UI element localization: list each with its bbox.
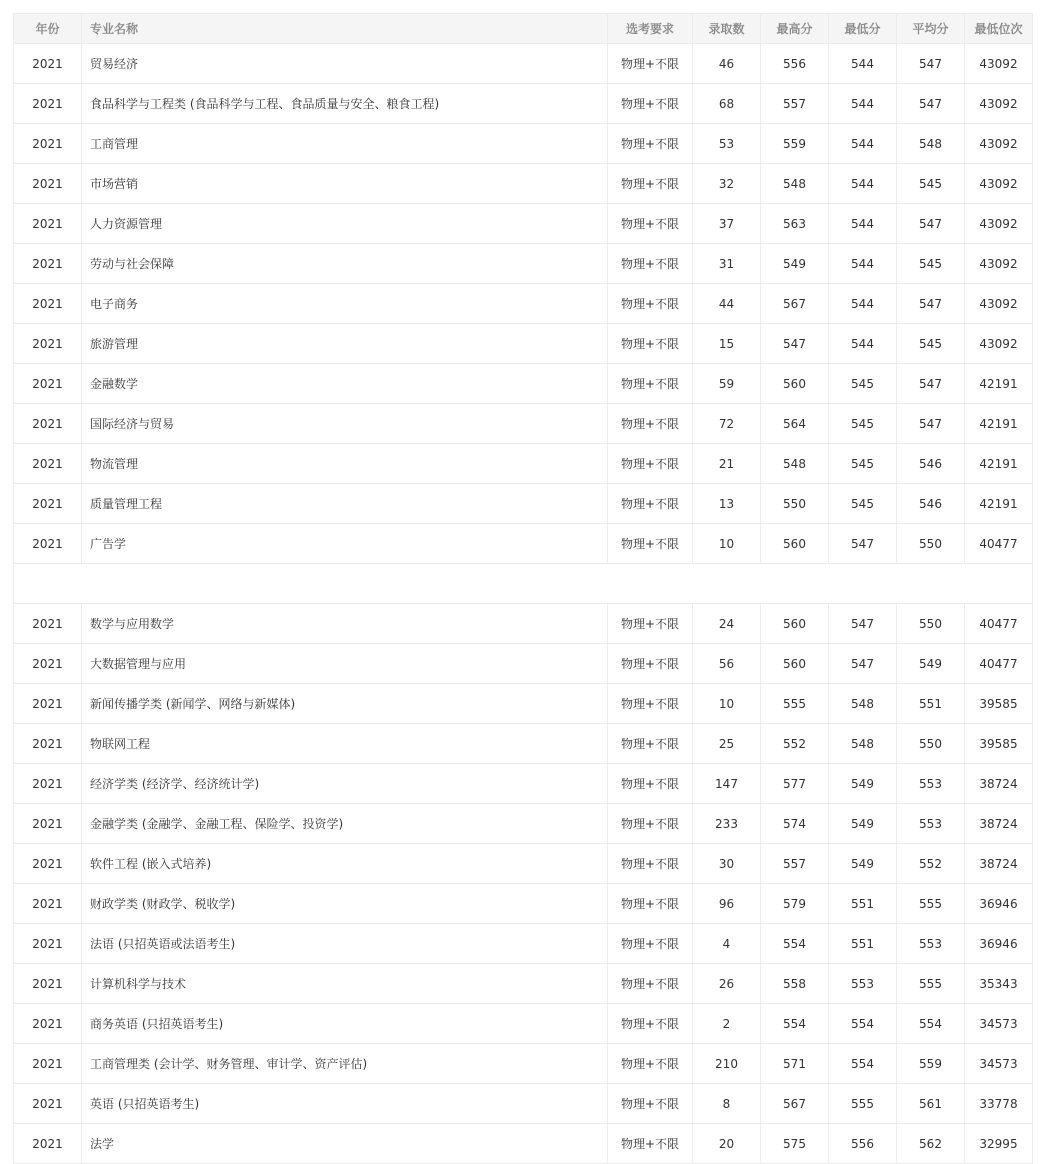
table-row: [14, 484, 1033, 524]
cell-year: 2021: [14, 444, 82, 484]
cell-major: 商务英语 (只招英语考生): [82, 1004, 608, 1044]
cell-requirement: 物理+不限: [608, 884, 693, 924]
cell-year: 2021: [14, 244, 82, 284]
cell-admitted: 68: [693, 84, 761, 124]
cell-requirement: 物理+不限: [608, 844, 693, 884]
cell-min-rank: 34573: [965, 1004, 1033, 1044]
cell-avg-score: 552: [897, 844, 965, 884]
cell-min-score: 553: [829, 964, 897, 1004]
cell-max-score: 567: [761, 1084, 829, 1124]
table-header: [14, 14, 1033, 44]
cell-max-score: 563: [761, 204, 829, 244]
cell-major: 金融数学: [82, 364, 608, 404]
cell-max-score: 558: [761, 964, 829, 1004]
cell-requirement: 物理+不限: [608, 484, 693, 524]
table-row: [14, 84, 1033, 124]
cell-admitted: 233: [693, 804, 761, 844]
header-max-score: 最高分: [761, 14, 829, 44]
cell-max-score: 575: [761, 1124, 829, 1164]
cell-major: 食品科学与工程类 (食品科学与工程、食品质量与安全、粮食工程): [82, 84, 608, 124]
header-avg-score: 平均分: [897, 14, 965, 44]
cell-max-score: 554: [761, 924, 829, 964]
cell-max-score: 550: [761, 484, 829, 524]
cell-year: 2021: [14, 1044, 82, 1084]
cell-max-score: 554: [761, 1004, 829, 1044]
table-row: [14, 764, 1033, 804]
cell-min-score: 544: [829, 84, 897, 124]
table-row: [14, 444, 1033, 484]
cell-avg-score: 553: [897, 804, 965, 844]
cell-admitted: 2: [693, 1004, 761, 1044]
cell-year: 2021: [14, 804, 82, 844]
table-row: [14, 644, 1033, 684]
cell-year: 2021: [14, 524, 82, 564]
cell-year: 2021: [14, 404, 82, 444]
cell-min-rank: 36946: [965, 924, 1033, 964]
cell-min-score: 555: [829, 1084, 897, 1124]
cell-avg-score: 554: [897, 1004, 965, 1044]
cell-min-rank: 43092: [965, 124, 1033, 164]
cell-min-score: 544: [829, 284, 897, 324]
cell-min-rank: 43092: [965, 84, 1033, 124]
cell-major: 工商管理类 (会计学、财务管理、审计学、资产评估): [82, 1044, 608, 1084]
segment-gap: [14, 564, 1033, 604]
header-min-score: 最低分: [829, 14, 897, 44]
cell-min-score: 548: [829, 724, 897, 764]
cell-min-rank: 43092: [965, 324, 1033, 364]
table-row: [14, 1124, 1033, 1164]
cell-avg-score: 555: [897, 884, 965, 924]
cell-avg-score: 550: [897, 724, 965, 764]
cell-year: 2021: [14, 964, 82, 1004]
cell-admitted: 44: [693, 284, 761, 324]
cell-max-score: 577: [761, 764, 829, 804]
cell-avg-score: 545: [897, 324, 965, 364]
cell-max-score: 555: [761, 684, 829, 724]
cell-major: 广告学: [82, 524, 608, 564]
cell-min-score: 545: [829, 444, 897, 484]
cell-avg-score: 547: [897, 84, 965, 124]
cell-requirement: 物理+不限: [608, 124, 693, 164]
cell-major: 国际经济与贸易: [82, 404, 608, 444]
cell-min-rank: 43092: [965, 284, 1033, 324]
cell-max-score: 574: [761, 804, 829, 844]
cell-min-score: 549: [829, 764, 897, 804]
cell-admitted: 21: [693, 444, 761, 484]
cell-admitted: 96: [693, 884, 761, 924]
cell-major: 软件工程 (嵌入式培养): [82, 844, 608, 884]
cell-admitted: 31: [693, 244, 761, 284]
cell-requirement: 物理+不限: [608, 644, 693, 684]
cell-admitted: 24: [693, 604, 761, 644]
cell-admitted: 32: [693, 164, 761, 204]
cell-major: 计算机科学与技术: [82, 964, 608, 1004]
header-year: 年份: [14, 14, 82, 44]
table-row: [14, 124, 1033, 164]
table-body: [14, 44, 1033, 1164]
header-requirement: 选考要求: [608, 14, 693, 44]
cell-max-score: 559: [761, 124, 829, 164]
cell-year: 2021: [14, 1124, 82, 1164]
table-row: [14, 724, 1033, 764]
cell-year: 2021: [14, 204, 82, 244]
cell-admitted: 13: [693, 484, 761, 524]
cell-admitted: 26: [693, 964, 761, 1004]
cell-requirement: 物理+不限: [608, 684, 693, 724]
cell-avg-score: 547: [897, 364, 965, 404]
cell-admitted: 20: [693, 1124, 761, 1164]
cell-requirement: 物理+不限: [608, 164, 693, 204]
cell-year: 2021: [14, 164, 82, 204]
cell-requirement: 物理+不限: [608, 604, 693, 644]
cell-admitted: 46: [693, 44, 761, 84]
cell-avg-score: 562: [897, 1124, 965, 1164]
header-min-rank: 最低位次: [965, 14, 1033, 44]
cell-min-score: 544: [829, 244, 897, 284]
table-row: [14, 44, 1033, 84]
cell-year: 2021: [14, 284, 82, 324]
cell-admitted: 37: [693, 204, 761, 244]
cell-max-score: 548: [761, 164, 829, 204]
table-row: [14, 1084, 1033, 1124]
cell-min-rank: 38724: [965, 844, 1033, 884]
cell-min-rank: 43092: [965, 164, 1033, 204]
cell-min-rank: 33778: [965, 1084, 1033, 1124]
cell-min-rank: 43092: [965, 244, 1033, 284]
cell-major: 贸易经济: [82, 44, 608, 84]
cell-max-score: 560: [761, 364, 829, 404]
cell-year: 2021: [14, 764, 82, 804]
table-row: [14, 1044, 1033, 1084]
table-row: [14, 164, 1033, 204]
cell-requirement: 物理+不限: [608, 204, 693, 244]
cell-min-rank: 38724: [965, 764, 1033, 804]
cell-max-score: 556: [761, 44, 829, 84]
cell-max-score: 560: [761, 524, 829, 564]
cell-year: 2021: [14, 364, 82, 404]
cell-min-score: 545: [829, 364, 897, 404]
cell-year: 2021: [14, 604, 82, 644]
cell-admitted: 10: [693, 684, 761, 724]
cell-min-score: 545: [829, 484, 897, 524]
cell-admitted: 210: [693, 1044, 761, 1084]
cell-year: 2021: [14, 684, 82, 724]
cell-min-score: 544: [829, 44, 897, 84]
cell-max-score: 564: [761, 404, 829, 444]
cell-year: 2021: [14, 1084, 82, 1124]
cell-requirement: 物理+不限: [608, 1124, 693, 1164]
cell-year: 2021: [14, 84, 82, 124]
cell-avg-score: 546: [897, 484, 965, 524]
cell-admitted: 53: [693, 124, 761, 164]
cell-min-rank: 40477: [965, 604, 1033, 644]
cell-min-score: 554: [829, 1004, 897, 1044]
table-row: [14, 204, 1033, 244]
cell-requirement: 物理+不限: [608, 724, 693, 764]
cell-avg-score: 550: [897, 524, 965, 564]
cell-year: 2021: [14, 124, 82, 164]
cell-avg-score: 550: [897, 604, 965, 644]
cell-max-score: 557: [761, 84, 829, 124]
cell-min-score: 556: [829, 1124, 897, 1164]
cell-min-rank: 42191: [965, 444, 1033, 484]
cell-avg-score: 545: [897, 164, 965, 204]
cell-min-rank: 35343: [965, 964, 1033, 1004]
cell-max-score: 552: [761, 724, 829, 764]
cell-min-score: 547: [829, 604, 897, 644]
cell-year: 2021: [14, 644, 82, 684]
cell-avg-score: 551: [897, 684, 965, 724]
cell-min-score: 548: [829, 684, 897, 724]
cell-requirement: 物理+不限: [608, 764, 693, 804]
cell-requirement: 物理+不限: [608, 244, 693, 284]
cell-major: 人力资源管理: [82, 204, 608, 244]
cell-avg-score: 553: [897, 924, 965, 964]
cell-avg-score: 547: [897, 204, 965, 244]
cell-avg-score: 548: [897, 124, 965, 164]
cell-min-score: 549: [829, 844, 897, 884]
cell-requirement: 物理+不限: [608, 964, 693, 1004]
cell-admitted: 4: [693, 924, 761, 964]
cell-major: 工商管理: [82, 124, 608, 164]
header-major: 专业名称: [82, 14, 608, 44]
table-row: [14, 604, 1033, 644]
cell-admitted: 147: [693, 764, 761, 804]
cell-avg-score: 555: [897, 964, 965, 1004]
cell-max-score: 560: [761, 644, 829, 684]
cell-admitted: 59: [693, 364, 761, 404]
cell-min-rank: 43092: [965, 204, 1033, 244]
cell-min-rank: 42191: [965, 404, 1033, 444]
cell-requirement: 物理+不限: [608, 924, 693, 964]
cell-min-score: 545: [829, 404, 897, 444]
cell-year: 2021: [14, 44, 82, 84]
cell-year: 2021: [14, 484, 82, 524]
cell-min-rank: 32995: [965, 1124, 1033, 1164]
cell-max-score: 548: [761, 444, 829, 484]
cell-major: 物联网工程: [82, 724, 608, 764]
cell-major: 英语 (只招英语考生): [82, 1084, 608, 1124]
header-admitted: 录取数: [693, 14, 761, 44]
cell-max-score: 547: [761, 324, 829, 364]
cell-requirement: 物理+不限: [608, 804, 693, 844]
cell-min-rank: 42191: [965, 364, 1033, 404]
cell-min-rank: 34573: [965, 1044, 1033, 1084]
cell-requirement: 物理+不限: [608, 524, 693, 564]
cell-avg-score: 553: [897, 764, 965, 804]
cell-major: 金融学类 (金融学、金融工程、保险学、投资学): [82, 804, 608, 844]
cell-year: 2021: [14, 1004, 82, 1044]
table-row: [14, 324, 1033, 364]
header-row: [14, 14, 1033, 44]
admission-score-table: [13, 13, 1033, 1164]
table-row: [14, 964, 1033, 1004]
table-row: [14, 804, 1033, 844]
cell-min-score: 544: [829, 164, 897, 204]
cell-requirement: 物理+不限: [608, 1044, 693, 1084]
cell-admitted: 72: [693, 404, 761, 444]
cell-requirement: 物理+不限: [608, 1004, 693, 1044]
cell-min-rank: 40477: [965, 644, 1033, 684]
cell-major: 电子商务: [82, 284, 608, 324]
cell-major: 质量管理工程: [82, 484, 608, 524]
cell-admitted: 56: [693, 644, 761, 684]
cell-avg-score: 545: [897, 244, 965, 284]
cell-min-score: 544: [829, 124, 897, 164]
cell-avg-score: 547: [897, 284, 965, 324]
cell-major: 旅游管理: [82, 324, 608, 364]
cell-min-score: 554: [829, 1044, 897, 1084]
segment-gap-cell: [14, 564, 1033, 604]
cell-major: 法学: [82, 1124, 608, 1164]
cell-major: 物流管理: [82, 444, 608, 484]
cell-min-score: 547: [829, 524, 897, 564]
cell-year: 2021: [14, 884, 82, 924]
cell-avg-score: 559: [897, 1044, 965, 1084]
cell-min-score: 549: [829, 804, 897, 844]
table-row: [14, 924, 1033, 964]
cell-min-score: 551: [829, 924, 897, 964]
cell-major: 大数据管理与应用: [82, 644, 608, 684]
cell-avg-score: 547: [897, 44, 965, 84]
table-row: [14, 524, 1033, 564]
cell-major: 数学与应用数学: [82, 604, 608, 644]
cell-min-score: 547: [829, 644, 897, 684]
cell-min-rank: 39585: [965, 724, 1033, 764]
cell-min-rank: 42191: [965, 484, 1033, 524]
cell-max-score: 557: [761, 844, 829, 884]
cell-requirement: 物理+不限: [608, 44, 693, 84]
cell-year: 2021: [14, 844, 82, 884]
table-row: [14, 244, 1033, 284]
cell-requirement: 物理+不限: [608, 1084, 693, 1124]
cell-admitted: 15: [693, 324, 761, 364]
cell-avg-score: 547: [897, 404, 965, 444]
cell-min-score: 551: [829, 884, 897, 924]
cell-requirement: 物理+不限: [608, 364, 693, 404]
cell-major: 市场营销: [82, 164, 608, 204]
cell-avg-score: 549: [897, 644, 965, 684]
cell-major: 经济学类 (经济学、经济统计学): [82, 764, 608, 804]
cell-requirement: 物理+不限: [608, 84, 693, 124]
cell-major: 法语 (只招英语或法语考生): [82, 924, 608, 964]
table-row: [14, 844, 1033, 884]
cell-min-rank: 40477: [965, 524, 1033, 564]
table-row: [14, 284, 1033, 324]
cell-admitted: 8: [693, 1084, 761, 1124]
cell-year: 2021: [14, 724, 82, 764]
cell-admitted: 10: [693, 524, 761, 564]
cell-max-score: 571: [761, 1044, 829, 1084]
cell-max-score: 549: [761, 244, 829, 284]
table-row: [14, 684, 1033, 724]
cell-year: 2021: [14, 924, 82, 964]
cell-min-rank: 43092: [965, 44, 1033, 84]
admission-score-table-container: [13, 13, 1033, 1164]
table-row: [14, 1004, 1033, 1044]
cell-year: 2021: [14, 324, 82, 364]
table-row: [14, 884, 1033, 924]
cell-max-score: 560: [761, 604, 829, 644]
cell-min-rank: 39585: [965, 684, 1033, 724]
cell-admitted: 30: [693, 844, 761, 884]
cell-requirement: 物理+不限: [608, 444, 693, 484]
cell-min-score: 544: [829, 204, 897, 244]
cell-requirement: 物理+不限: [608, 284, 693, 324]
cell-requirement: 物理+不限: [608, 324, 693, 364]
cell-avg-score: 561: [897, 1084, 965, 1124]
cell-max-score: 567: [761, 284, 829, 324]
table-row: [14, 364, 1033, 404]
cell-max-score: 579: [761, 884, 829, 924]
cell-requirement: 物理+不限: [608, 404, 693, 444]
cell-min-rank: 38724: [965, 804, 1033, 844]
cell-min-rank: 36946: [965, 884, 1033, 924]
cell-major: 财政学类 (财政学、税收学): [82, 884, 608, 924]
table-row: [14, 404, 1033, 444]
cell-min-score: 544: [829, 324, 897, 364]
cell-major: 劳动与社会保障: [82, 244, 608, 284]
cell-major: 新闻传播学类 (新闻学、网络与新媒体): [82, 684, 608, 724]
cell-avg-score: 546: [897, 444, 965, 484]
cell-admitted: 25: [693, 724, 761, 764]
